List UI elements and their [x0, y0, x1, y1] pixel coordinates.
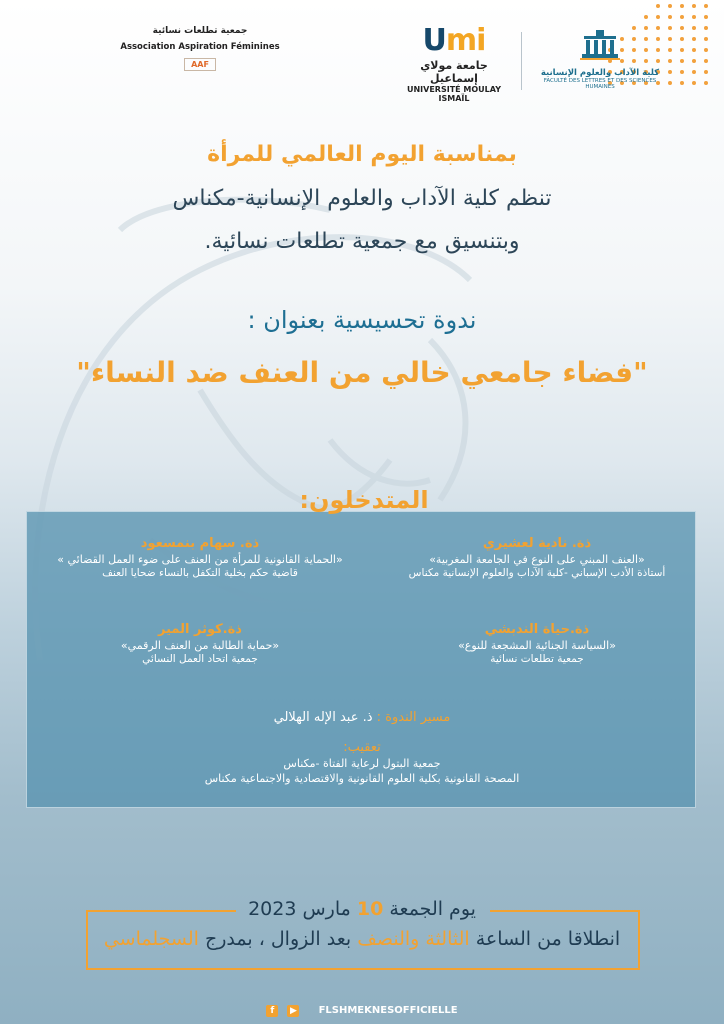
time-prefix: انطلاقا من الساعة	[475, 928, 621, 950]
speaker-card	[30, 622, 370, 665]
seminar-title: "فضاء جامعي خالي من العنف ضد النساء"	[76, 356, 648, 389]
event-venue: السجلماسي	[103, 928, 199, 950]
coordination-line: وبتنسيق مع جمعية تطلعات نسائية.	[204, 229, 520, 254]
speaker-name: ذة. سهام بنمسعود	[140, 536, 260, 551]
decorative-dot	[680, 26, 684, 30]
aaf-arabic-name: جمعية تطلعات نسائية	[152, 26, 248, 36]
youtube-icon[interactable]: ▶	[287, 1005, 299, 1017]
event-month-year: مارس 2023	[248, 898, 351, 920]
decorative-dot	[692, 59, 696, 63]
speaker-card	[382, 622, 692, 665]
umi-french-name: UNIVERSITÉ MOULAY ISMAÏL	[406, 85, 501, 103]
decorative-dot	[680, 81, 684, 85]
umi-mark-left: U	[422, 23, 446, 58]
aaf-logo	[100, 26, 300, 96]
umi-mark-right: mi	[445, 23, 486, 58]
decorative-dot	[680, 15, 684, 19]
speakers-heading: المتدخلون:	[299, 486, 429, 514]
speaker-topic: «حماية الطالبة من العنف الرقمي»	[120, 639, 280, 652]
seminar-label: ندوة تحسيسية بعنوان :	[247, 306, 477, 334]
moderator-name: ذ. عبد الإله الهلالي	[273, 710, 373, 725]
decorative-dot	[668, 15, 672, 19]
decorative-dot	[656, 15, 660, 19]
time-suffix: بعد الزوال ، بمدرج	[204, 928, 352, 950]
speaker-topic: «الحماية القانونية للمرأة من العنف على ضوء العمل القضائي »	[57, 553, 343, 566]
facebook-icon[interactable]: f	[266, 1005, 278, 1017]
event-time	[0, 928, 724, 950]
aaf-french-name: Association Aspiration Féminines	[120, 42, 280, 52]
flsh-logo	[530, 28, 670, 98]
decorative-dot	[656, 4, 660, 8]
speaker-affiliation: أستاذة الأدب الإسباني -كلية الآداب والعلوم الإنسانية مكناس	[408, 567, 666, 579]
umi-mark	[396, 23, 512, 58]
decorative-dot	[692, 81, 696, 85]
moderator-label: مسير الندوة :	[376, 710, 451, 725]
decorative-dot	[704, 37, 708, 41]
footer	[0, 1000, 724, 1020]
speaker-card	[382, 536, 692, 579]
moderator-line	[0, 710, 724, 725]
event-date	[0, 898, 724, 920]
decorative-dot	[692, 26, 696, 30]
speaker-name: ذة.حياة الندبشي	[484, 622, 590, 637]
speaker-name: ذة.كوثر المير	[158, 622, 242, 637]
decorative-dot	[680, 48, 684, 52]
discussion-block	[0, 740, 724, 785]
decorative-dot	[704, 70, 708, 74]
building-icon	[578, 28, 622, 62]
decorative-dot	[692, 70, 696, 74]
speaker-topic: «السياسة الجنائية المشجعة للنوع»	[458, 639, 616, 652]
decorative-dot	[680, 37, 684, 41]
event-day: يوم الجمعة	[389, 898, 476, 920]
decorative-dot	[704, 59, 708, 63]
speaker-name: ذة. نادية لعشيري	[482, 536, 592, 551]
decorative-dot	[704, 48, 708, 52]
decorative-dot	[680, 70, 684, 74]
discussion-line: المصحة القانونية بكلية العلوم القانونية والاقتصادية والاجتماعية مكناس	[204, 772, 520, 785]
umi-logo	[396, 23, 512, 103]
decorative-dot	[668, 4, 672, 8]
umi-arabic-name: جامعة مولاي إسماعيل	[420, 59, 488, 85]
occasion-heading: بمناسبة اليوم العالمي للمرأة	[207, 142, 517, 167]
discussion-label: تعقيب:	[343, 740, 381, 755]
decorative-dot	[692, 4, 696, 8]
time-highlight: الثالثة والنصف	[357, 928, 470, 950]
speaker-affiliation: جمعية اتحاد العمل النسائي	[142, 653, 258, 665]
decorative-dot	[704, 26, 708, 30]
decorative-dot	[692, 48, 696, 52]
decorative-dot	[692, 37, 696, 41]
decorative-dot	[680, 59, 684, 63]
speaker-affiliation: قاضية حكم بخلية التكفل بالنساء ضحايا العنف	[102, 567, 298, 579]
organizer-line: تنظم كلية الآداب والعلوم الإنسانية-مكناس	[172, 186, 552, 211]
decorative-dot	[692, 15, 696, 19]
speaker-card	[30, 536, 370, 579]
logo-separator	[521, 32, 522, 90]
flsh-arabic-name: كلية الآداب والعلوم الإنسانية	[540, 68, 660, 78]
social-handle[interactable]: FLSHMEKNESOFFICIELLE	[318, 1005, 458, 1016]
event-day-number: 10	[356, 898, 384, 920]
speaker-affiliation: جمعية تطلعات نسائية	[490, 653, 584, 665]
discussion-line: جمعية البتول لرعاية الفتاة -مكناس	[283, 757, 441, 770]
aaf-abbreviation: AAF	[184, 58, 216, 71]
decorative-dot	[704, 4, 708, 8]
flsh-french-name: FACULTÉ DES LETTRES ET DES SCIENCES HUMAINES	[543, 78, 657, 90]
decorative-dot	[680, 4, 684, 8]
decorative-dot	[704, 81, 708, 85]
decorative-dot	[644, 15, 648, 19]
speaker-topic: «العنف المبني على النوع في الجامعة المغربية»	[429, 553, 645, 566]
decorative-dot	[704, 15, 708, 19]
